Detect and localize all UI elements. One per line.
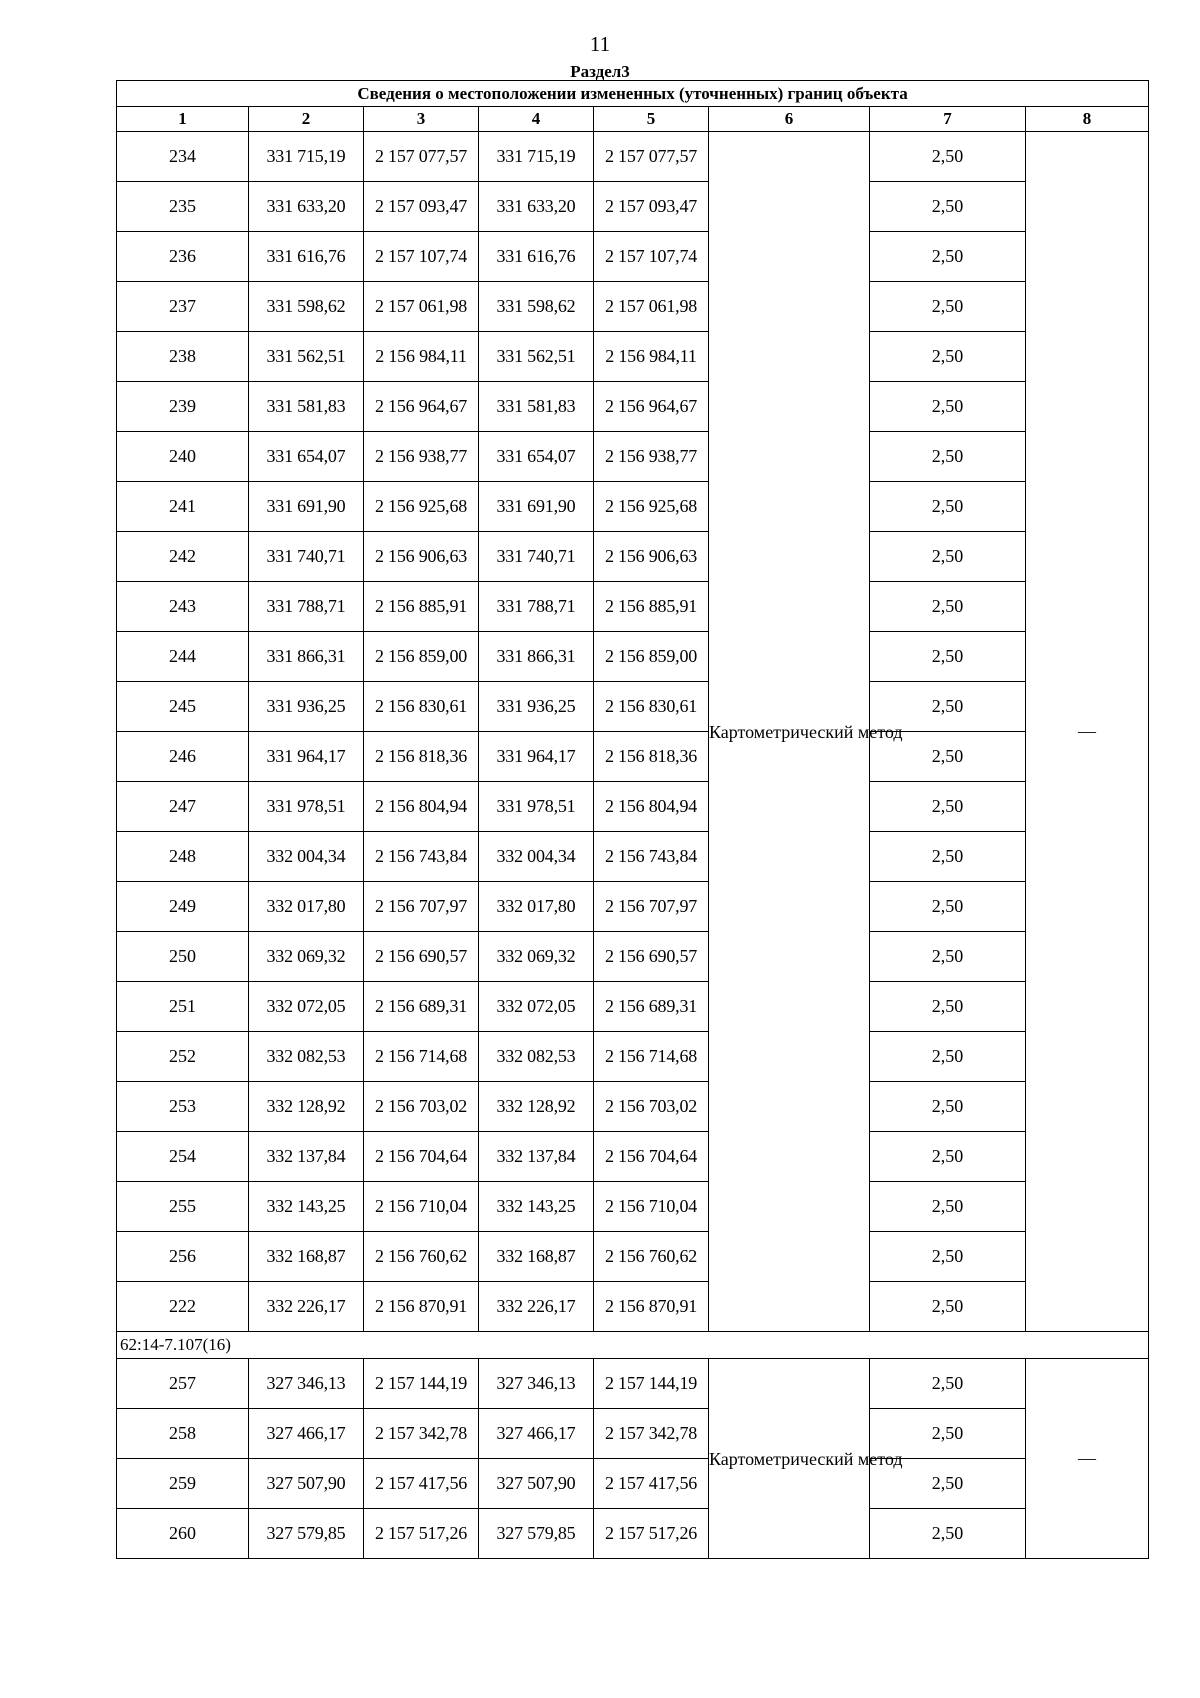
coordinate-cell: 327 466,17 <box>249 1409 364 1459</box>
table-row <box>117 1359 1149 1409</box>
accuracy-cell: 2,50 <box>870 132 1026 182</box>
coordinate-cell: 332 226,17 <box>479 1282 594 1332</box>
point-number-cell: 244 <box>117 632 249 682</box>
coordinate-cell: 332 143,25 <box>249 1182 364 1232</box>
coordinate-cell: 331 936,25 <box>249 682 364 732</box>
coordinate-cell: 2 156 704,64 <box>364 1132 479 1182</box>
accuracy-cell: 2,50 <box>870 1132 1026 1182</box>
coordinate-cell: 332 137,84 <box>249 1132 364 1182</box>
coordinate-cell: 2 156 906,63 <box>364 532 479 582</box>
coordinate-cell: 327 507,90 <box>479 1459 594 1509</box>
point-number-cell: 239 <box>117 382 249 432</box>
coordinate-cell: 2 156 714,68 <box>364 1032 479 1082</box>
coordinate-cell: 2 156 870,91 <box>594 1282 709 1332</box>
table-caption-row <box>117 81 1149 107</box>
coordinate-cell: 332 128,92 <box>479 1082 594 1132</box>
accuracy-cell: 2,50 <box>870 382 1026 432</box>
coordinate-cell: 331 654,07 <box>249 432 364 482</box>
coordinate-cell: 2 156 690,57 <box>594 932 709 982</box>
point-number-cell: 234 <box>117 132 249 182</box>
table-row <box>117 132 1149 182</box>
coordinate-cell: 332 017,80 <box>479 882 594 932</box>
coordinate-cell: 331 598,62 <box>479 282 594 332</box>
coordinate-cell: 2 156 938,77 <box>594 432 709 482</box>
coordinate-cell: 2 156 830,61 <box>364 682 479 732</box>
point-number-cell: 235 <box>117 182 249 232</box>
coordinate-cell: 2 157 107,74 <box>364 232 479 282</box>
coordinate-cell: 2 156 760,62 <box>594 1232 709 1282</box>
coordinate-cell: 2 156 870,91 <box>364 1282 479 1332</box>
coordinate-cell: 332 004,34 <box>479 832 594 882</box>
coordinate-cell: 331 581,83 <box>479 382 594 432</box>
table-row <box>117 182 1149 232</box>
table-row <box>117 532 1149 582</box>
point-number-cell: 249 <box>117 882 249 932</box>
coordinate-cell: 2 156 818,36 <box>594 732 709 782</box>
table-row <box>117 432 1149 482</box>
coordinate-cell: 2 157 093,47 <box>364 182 479 232</box>
accuracy-cell: 2,50 <box>870 532 1026 582</box>
accuracy-cell: 2,50 <box>870 482 1026 532</box>
table-row <box>117 482 1149 532</box>
coordinate-cell: 2 156 804,94 <box>364 782 479 832</box>
accuracy-cell: 2,50 <box>870 632 1026 682</box>
point-number-cell: 251 <box>117 982 249 1032</box>
coordinate-cell: 2 157 417,56 <box>594 1459 709 1509</box>
coordinate-cell: 331 654,07 <box>479 432 594 482</box>
accuracy-cell: 2,50 <box>870 1509 1026 1559</box>
coordinate-cell: 2 157 061,98 <box>594 282 709 332</box>
coordinate-cell: 2 157 342,78 <box>364 1409 479 1459</box>
table-caption: Сведения о местоположении измененных (уточненных) границ объекта <box>117 81 1149 107</box>
coordinate-cell: 332 137,84 <box>479 1132 594 1182</box>
coordinate-cell: 332 082,53 <box>249 1032 364 1082</box>
point-number-cell: 250 <box>117 932 249 982</box>
coordinate-cell: 2 157 144,19 <box>594 1359 709 1409</box>
point-number-cell: 238 <box>117 332 249 382</box>
point-number-cell: 243 <box>117 582 249 632</box>
point-number-cell: 258 <box>117 1409 249 1459</box>
table-row <box>117 332 1149 382</box>
coordinate-cell: 332 069,32 <box>479 932 594 982</box>
point-number-cell: 248 <box>117 832 249 882</box>
coordinate-cell: 2 156 984,11 <box>364 332 479 382</box>
table-row <box>117 1132 1149 1182</box>
coordinate-cell: 2 156 714,68 <box>594 1032 709 1082</box>
table-row <box>117 1509 1149 1559</box>
table-row <box>117 1282 1149 1332</box>
col8-cell: — <box>1026 132 1149 1332</box>
coordinate-cell: 2 157 417,56 <box>364 1459 479 1509</box>
coordinate-cell: 2 156 710,04 <box>364 1182 479 1232</box>
accuracy-cell: 2,50 <box>870 782 1026 832</box>
coordinate-cell: 2 156 830,61 <box>594 682 709 732</box>
column-number: 6 <box>709 107 870 132</box>
accuracy-cell: 2,50 <box>870 1082 1026 1132</box>
column-number: 7 <box>870 107 1026 132</box>
coordinate-cell: 331 978,51 <box>479 782 594 832</box>
point-number-cell: 254 <box>117 1132 249 1182</box>
coordinate-cell: 2 156 704,64 <box>594 1132 709 1182</box>
coordinate-cell: 2 156 859,00 <box>594 632 709 682</box>
accuracy-cell: 2,50 <box>870 1459 1026 1509</box>
coordinate-cell: 332 128,92 <box>249 1082 364 1132</box>
coordinate-cell: 332 082,53 <box>479 1032 594 1082</box>
coordinate-cell: 2 156 885,91 <box>364 582 479 632</box>
coordinate-cell: 331 788,71 <box>249 582 364 632</box>
table-row <box>117 732 1149 782</box>
coordinate-cell: 331 691,90 <box>479 482 594 532</box>
coordinate-cell: 331 715,19 <box>479 132 594 182</box>
accuracy-cell: 2,50 <box>870 282 1026 332</box>
coordinate-cell: 2 156 743,84 <box>364 832 479 882</box>
group-label-row <box>117 1332 1149 1359</box>
coordinate-cell: 331 633,20 <box>479 182 594 232</box>
coordinate-cell: 2 156 964,67 <box>594 382 709 432</box>
boundary-coordinates-table <box>116 80 1149 1559</box>
accuracy-cell: 2,50 <box>870 1409 1026 1459</box>
table-row <box>117 682 1149 732</box>
table-row <box>117 232 1149 282</box>
point-number-cell: 237 <box>117 282 249 332</box>
accuracy-cell: 2,50 <box>870 932 1026 982</box>
coordinate-cell: 2 156 760,62 <box>364 1232 479 1282</box>
point-number-cell: 247 <box>117 782 249 832</box>
coordinate-cell: 2 157 517,26 <box>364 1509 479 1559</box>
coordinate-cell: 2 156 885,91 <box>594 582 709 632</box>
table-row <box>117 282 1149 332</box>
accuracy-cell: 2,50 <box>870 732 1026 782</box>
coordinate-cell: 332 168,87 <box>479 1232 594 1282</box>
coordinate-cell: 332 168,87 <box>249 1232 364 1282</box>
coordinate-cell: 2 156 938,77 <box>364 432 479 482</box>
accuracy-cell: 2,50 <box>870 432 1026 482</box>
table-row <box>117 932 1149 982</box>
point-number-cell: 241 <box>117 482 249 532</box>
coordinate-cell: 331 616,76 <box>249 232 364 282</box>
column-number: 8 <box>1026 107 1149 132</box>
coordinate-cell: 327 346,13 <box>479 1359 594 1409</box>
accuracy-cell: 2,50 <box>870 1182 1026 1232</box>
column-number-row <box>117 107 1149 132</box>
coordinate-cell: 2 157 077,57 <box>364 132 479 182</box>
coordinate-cell: 2 157 517,26 <box>594 1509 709 1559</box>
point-number-cell: 240 <box>117 432 249 482</box>
accuracy-cell: 2,50 <box>870 182 1026 232</box>
coordinate-cell: 331 978,51 <box>249 782 364 832</box>
coordinate-cell: 2 156 859,00 <box>364 632 479 682</box>
accuracy-cell: 2,50 <box>870 1032 1026 1082</box>
point-number-cell: 260 <box>117 1509 249 1559</box>
coordinate-cell: 327 579,85 <box>479 1509 594 1559</box>
coordinate-cell: 2 157 061,98 <box>364 282 479 332</box>
table-row <box>117 982 1149 1032</box>
coordinate-cell: 2 156 689,31 <box>594 982 709 1032</box>
point-number-cell: 222 <box>117 1282 249 1332</box>
accuracy-cell: 2,50 <box>870 682 1026 732</box>
coordinate-cell: 332 072,05 <box>479 982 594 1032</box>
table-row <box>117 1409 1149 1459</box>
method-cell: Картометрический метод <box>709 132 870 1332</box>
column-number: 1 <box>117 107 249 132</box>
coordinate-cell: 2 156 906,63 <box>594 532 709 582</box>
accuracy-cell: 2,50 <box>870 332 1026 382</box>
point-number-cell: 245 <box>117 682 249 732</box>
coordinate-cell: 331 936,25 <box>479 682 594 732</box>
coordinate-cell: 327 579,85 <box>249 1509 364 1559</box>
point-number-cell: 256 <box>117 1232 249 1282</box>
accuracy-cell: 2,50 <box>870 1359 1026 1409</box>
column-number: 4 <box>479 107 594 132</box>
table-row <box>117 1032 1149 1082</box>
table-row <box>117 1459 1149 1509</box>
coordinate-cell: 2 156 964,67 <box>364 382 479 432</box>
coordinate-cell: 2 157 144,19 <box>364 1359 479 1409</box>
col8-cell: — <box>1026 1359 1149 1559</box>
coordinate-cell: 331 964,17 <box>479 732 594 782</box>
coordinate-cell: 332 069,32 <box>249 932 364 982</box>
accuracy-cell: 2,50 <box>870 882 1026 932</box>
accuracy-cell: 2,50 <box>870 582 1026 632</box>
accuracy-cell: 2,50 <box>870 232 1026 282</box>
coordinate-cell: 331 788,71 <box>479 582 594 632</box>
point-number-cell: 236 <box>117 232 249 282</box>
coordinate-cell: 331 740,71 <box>479 532 594 582</box>
section-title: Раздел3 <box>570 62 630 81</box>
coordinate-cell: 2 156 703,02 <box>594 1082 709 1132</box>
coordinate-cell: 331 562,51 <box>479 332 594 382</box>
coordinate-cell: 331 562,51 <box>249 332 364 382</box>
coordinate-cell: 331 866,31 <box>249 632 364 682</box>
column-number: 5 <box>594 107 709 132</box>
coordinate-cell: 2 156 707,97 <box>594 882 709 932</box>
coordinate-cell: 2 157 342,78 <box>594 1409 709 1459</box>
point-number-cell: 252 <box>117 1032 249 1082</box>
coordinate-cell: 332 004,34 <box>249 832 364 882</box>
coordinate-cell: 2 157 107,74 <box>594 232 709 282</box>
coordinate-cell: 331 633,20 <box>249 182 364 232</box>
coordinate-cell: 331 598,62 <box>249 282 364 332</box>
coordinate-cell: 327 346,13 <box>249 1359 364 1409</box>
coordinate-cell: 2 157 077,57 <box>594 132 709 182</box>
point-number-cell: 242 <box>117 532 249 582</box>
accuracy-cell: 2,50 <box>870 1282 1026 1332</box>
coordinate-cell: 2 156 689,31 <box>364 982 479 1032</box>
coordinate-cell: 2 156 743,84 <box>594 832 709 882</box>
point-number-cell: 255 <box>117 1182 249 1232</box>
coordinate-cell: 327 507,90 <box>249 1459 364 1509</box>
coordinate-cell: 2 157 093,47 <box>594 182 709 232</box>
coordinate-cell: 332 143,25 <box>479 1182 594 1232</box>
table-row <box>117 632 1149 682</box>
coordinate-cell: 2 156 707,97 <box>364 882 479 932</box>
point-number-cell: 259 <box>117 1459 249 1509</box>
point-number-cell: 246 <box>117 732 249 782</box>
coordinate-cell: 327 466,17 <box>479 1409 594 1459</box>
table-row <box>117 782 1149 832</box>
point-number-cell: 253 <box>117 1082 249 1132</box>
coordinate-cell: 2 156 984,11 <box>594 332 709 382</box>
table-row <box>117 882 1149 932</box>
column-number: 3 <box>364 107 479 132</box>
table-row <box>117 382 1149 432</box>
coordinate-cell: 331 581,83 <box>249 382 364 432</box>
table-row <box>117 1232 1149 1282</box>
coordinate-cell: 2 156 710,04 <box>594 1182 709 1232</box>
accuracy-cell: 2,50 <box>870 982 1026 1032</box>
point-number-cell: 257 <box>117 1359 249 1409</box>
table-row <box>117 582 1149 632</box>
page-number: 11 <box>589 32 611 56</box>
coordinate-cell: 331 616,76 <box>479 232 594 282</box>
coordinate-cell: 331 964,17 <box>249 732 364 782</box>
coordinate-cell: 331 866,31 <box>479 632 594 682</box>
table-row <box>117 832 1149 882</box>
table-row <box>117 1082 1149 1132</box>
accuracy-cell: 2,50 <box>870 832 1026 882</box>
coordinate-cell: 331 691,90 <box>249 482 364 532</box>
accuracy-cell: 2,50 <box>870 1232 1026 1282</box>
method-cell: Картометрический метод <box>709 1359 870 1559</box>
coordinate-cell: 2 156 925,68 <box>594 482 709 532</box>
coordinate-cell: 2 156 925,68 <box>364 482 479 532</box>
coordinate-cell: 332 017,80 <box>249 882 364 932</box>
coordinate-cell: 2 156 690,57 <box>364 932 479 982</box>
coordinate-cell: 2 156 818,36 <box>364 732 479 782</box>
table-row <box>117 1182 1149 1232</box>
coordinate-cell: 331 715,19 <box>249 132 364 182</box>
coordinate-cell: 2 156 703,02 <box>364 1082 479 1132</box>
group-label: 62:14-7.107(16) <box>117 1332 1149 1359</box>
column-number: 2 <box>249 107 364 132</box>
coordinate-cell: 332 226,17 <box>249 1282 364 1332</box>
coordinate-cell: 2 156 804,94 <box>594 782 709 832</box>
coordinate-cell: 331 740,71 <box>249 532 364 582</box>
coordinate-cell: 332 072,05 <box>249 982 364 1032</box>
